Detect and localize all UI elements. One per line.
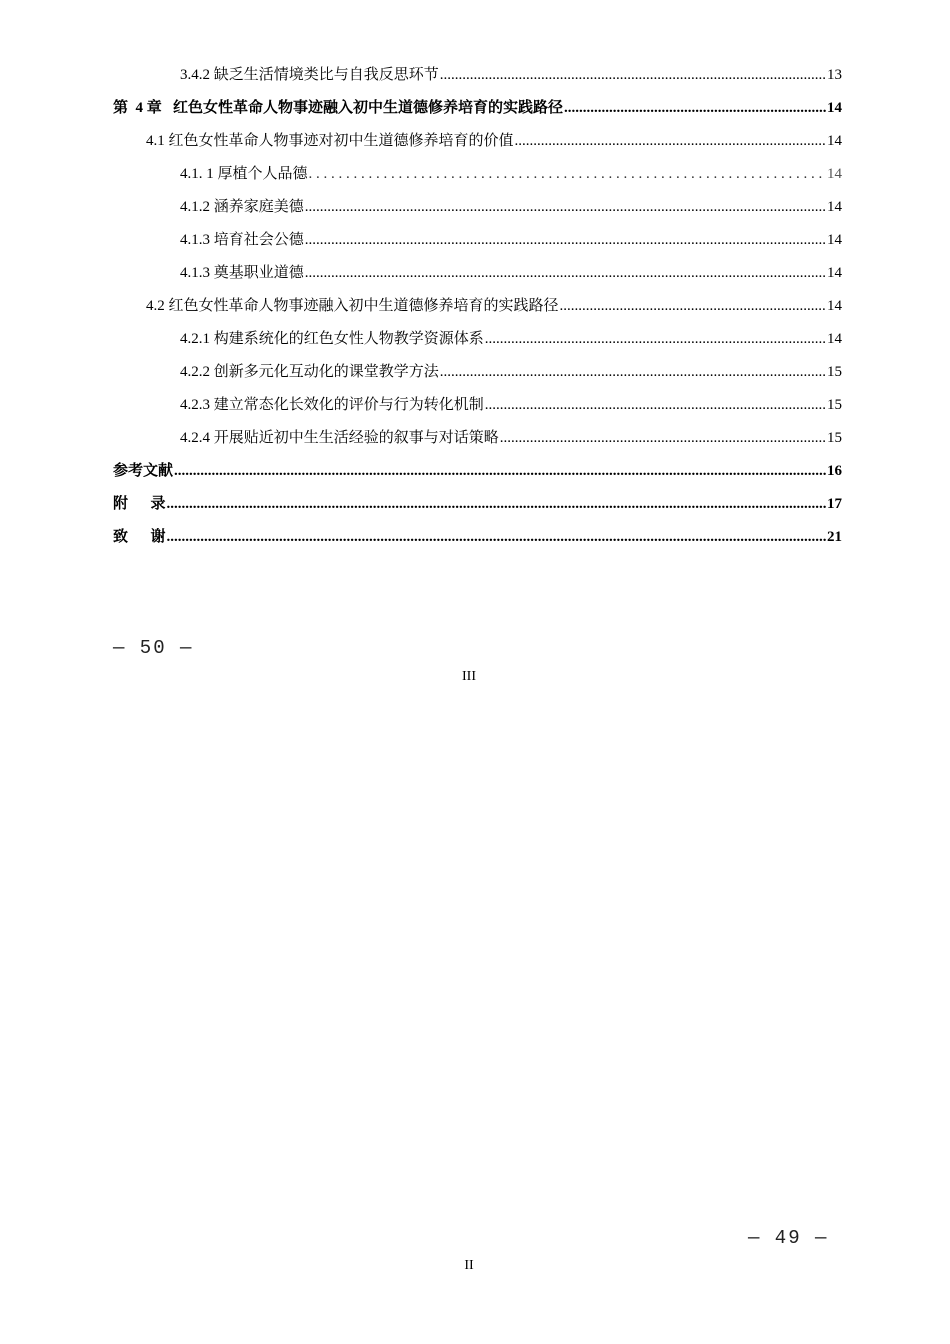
toc-entry-page: 14	[827, 100, 842, 116]
toc-entry-label: 附 录	[113, 496, 166, 512]
toc-entry-label: 第 4 章 红色女性革命人物事迹融入初中生道德修养培育的实践路径	[113, 100, 564, 116]
toc-entry-page: 14	[827, 331, 842, 347]
toc-entry-label: 致 谢	[113, 529, 166, 545]
toc-entry-page: 21	[827, 529, 842, 545]
dot-leader	[500, 428, 826, 448]
toc-entry-label: 4.2.3 建立常态化长效化的评价与行为转化机制	[180, 397, 484, 413]
toc-entry-page: 15	[827, 397, 842, 413]
toc-entry-references[interactable]	[113, 461, 842, 481]
roman-page-number-lower: II	[464, 1258, 474, 1273]
dot-leader	[440, 362, 826, 382]
toc-entry-page: 16	[827, 463, 842, 479]
toc-entry-4-1[interactable]	[146, 131, 842, 151]
toc-entry-label: 4.1 红色女性革命人物事迹对初中生道德修养培育的价值	[146, 133, 514, 149]
toc-entry-4-2-3[interactable]	[180, 395, 842, 415]
dot-leader	[167, 527, 826, 547]
toc-entry-label: 参考文献	[113, 463, 174, 479]
dot-leader	[485, 395, 826, 415]
dot-leader	[174, 461, 826, 481]
toc-entry-label: 3.4.2 缺乏生活情境类比与自我反思环节	[180, 67, 439, 83]
toc-entry-label: 4.1.3 奠基职业道德	[180, 265, 304, 281]
dot-leader	[305, 197, 826, 217]
dot-leader	[305, 263, 826, 283]
toc-entry-4-2[interactable]	[146, 296, 842, 316]
dot-leader	[560, 296, 826, 316]
toc-entry-4-1-2[interactable]	[180, 197, 842, 217]
toc-entry-appendix[interactable]	[113, 494, 842, 514]
toc-entry-4-2-2[interactable]	[180, 362, 842, 382]
toc-entry-page: 14	[827, 199, 842, 215]
toc-entry-acknowledgements[interactable]	[113, 527, 842, 547]
toc-entry-page: 14	[827, 232, 842, 248]
dot-leader	[440, 65, 826, 85]
toc-entry-page: 13	[827, 67, 842, 83]
toc-entry-label: 4.1.2 涵养家庭美德	[180, 199, 304, 215]
toc-entry-4-1-3-a[interactable]	[180, 230, 842, 250]
toc-entry-3-4-2[interactable]	[180, 65, 842, 85]
dot-leader	[309, 164, 826, 184]
dot-leader	[167, 494, 826, 514]
toc-entry-4-2-1[interactable]	[180, 329, 842, 349]
roman-page-number-upper: III	[462, 669, 476, 684]
dot-leader	[305, 230, 826, 250]
toc-entry-page: 15	[827, 364, 842, 380]
toc-entry-label: 4.2.1 构建系统化的红色女性人物教学资源体系	[180, 331, 484, 347]
toc-entry-page: 14	[827, 133, 842, 149]
toc-entry-4-2-4[interactable]	[180, 428, 842, 448]
toc-entry-page: 14	[827, 298, 842, 314]
toc-entry-page: 14	[827, 265, 842, 281]
toc-entry-label: 4.2.2 创新多元化互动化的课堂教学方法	[180, 364, 439, 380]
dot-leader	[564, 98, 826, 118]
page-number-mark-lower: — 49 —	[748, 1227, 829, 1249]
toc-entry-label: 4.1. 1 厚植个人品德	[180, 166, 308, 182]
toc-entry-label: 4.2.4 开展贴近初中生生活经验的叙事与对话策略	[180, 430, 499, 446]
toc-entry-4-1-3-b[interactable]	[180, 263, 842, 283]
toc-entry-chapter-4[interactable]	[113, 98, 842, 118]
toc-entry-4-1-1[interactable]	[180, 164, 842, 184]
toc-entry-label: 4.2 红色女性革命人物事迹融入初中生道德修养培育的实践路径	[146, 298, 559, 314]
dot-leader	[485, 329, 826, 349]
dot-leader	[515, 131, 826, 151]
toc-entry-page: 14	[827, 166, 842, 182]
toc-entry-page: 15	[827, 430, 842, 446]
page-number-mark-upper: — 50 —	[113, 637, 194, 659]
toc-entry-label: 4.1.3 培育社会公德	[180, 232, 304, 248]
toc-entry-page: 17	[827, 496, 842, 512]
